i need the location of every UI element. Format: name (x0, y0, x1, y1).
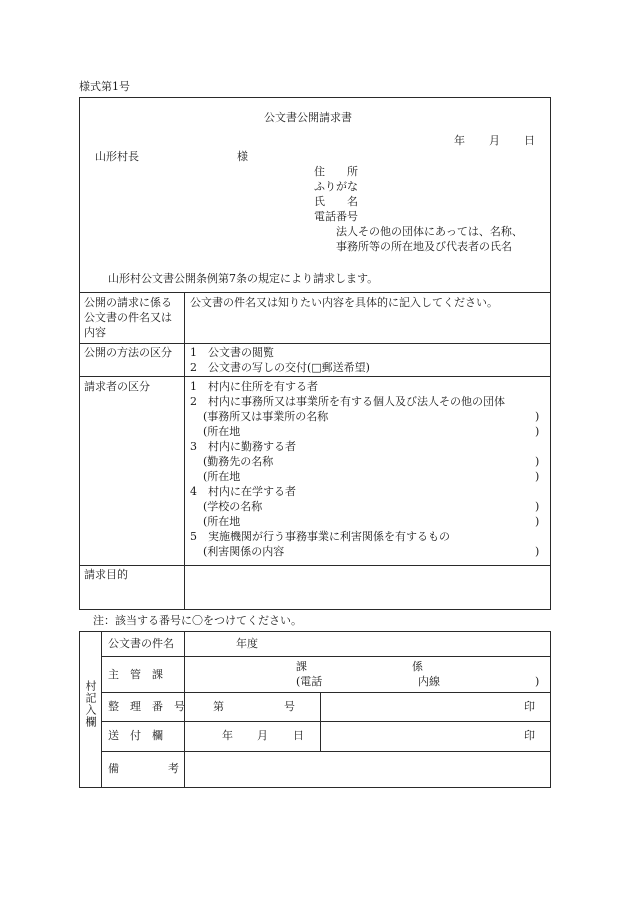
document-label-line-3: 内容 (84, 326, 106, 339)
category-line: (所在地 (203, 425, 241, 438)
office-frame-left (79, 631, 80, 788)
form-title: 公文書公開請求書 (264, 111, 352, 124)
category-line: 4 村内に在学する者 (190, 485, 296, 498)
office-frame-bottom (79, 787, 551, 788)
close-paren: ) (535, 410, 540, 423)
office-row-line (101, 656, 551, 657)
office-remarks-label-2: 考 (168, 762, 179, 775)
office-fiscal-year: 年度 (236, 637, 258, 650)
addressee-name: 山形村長 (95, 150, 139, 163)
method-label: 公開の方法の区分 (84, 346, 172, 359)
row-line (79, 343, 551, 344)
office-dept-ka: 課 (296, 660, 307, 673)
office-row-line (101, 692, 551, 693)
office-send-label: 送 付 欄 (108, 729, 163, 742)
addressee-honorific: 様 (237, 150, 248, 163)
office-phone-open: (電話 (296, 675, 323, 688)
office-remarks-label-1: 備 (108, 762, 119, 775)
close-paren: ) (535, 455, 540, 468)
requester-phone-label: 電話番号 (314, 210, 358, 223)
category-line: (所在地 (203, 470, 241, 483)
form-number: 様式第1号 (79, 80, 130, 93)
requester-address-label: 住 所 (314, 165, 358, 178)
office-frame-top (79, 631, 551, 632)
row-line (79, 292, 551, 293)
category-line: 3 村内に勤務する者 (190, 440, 296, 453)
category-line: 2 村内に事務所又は事業所を有する個人及び法人その他の団体 (190, 395, 505, 408)
purpose-label: 請求目的 (84, 568, 128, 581)
category-line: (学校の名称 (203, 500, 263, 513)
document-label-line-2: 公文書の件名又は (84, 311, 172, 324)
date-year: 年 (454, 134, 465, 147)
close-paren: ) (535, 500, 540, 513)
requester-furigana-label: ふりがな (314, 180, 358, 193)
date-month: 月 (489, 134, 500, 147)
corp-note-line-1: 法人その他の団体にあっては、名称、 (336, 225, 523, 238)
frame-bottom (79, 609, 551, 610)
office-send-year: 年 (222, 729, 233, 742)
document-instruction: 公文書の件名又は知りたい内容を具体的に記入してください。 (190, 296, 498, 309)
office-serial-label: 整 理 番 号 (108, 700, 185, 713)
office-row-line (101, 751, 551, 752)
office-section-label: 村記入欄 (84, 680, 97, 728)
close-paren: ) (535, 470, 540, 483)
seal-mark: 印 (524, 729, 535, 742)
office-row-line (101, 721, 551, 722)
corp-note-line-2: 事務所等の所在地及び代表者の氏名 (336, 240, 512, 253)
office-seal-divider (320, 692, 321, 752)
office-serial-go: 号 (284, 700, 295, 713)
close-paren: ) (535, 515, 540, 528)
office-frame-right (550, 631, 551, 788)
category-line: (勤務先の名称 (203, 455, 274, 468)
close-paren: ) (535, 425, 540, 438)
category-label: 請求者の区分 (84, 380, 150, 393)
office-column-divider (101, 631, 102, 788)
method-option-1: 1 公文書の閲覧 (190, 346, 274, 359)
category-line: (事務所又は事業所の名称 (203, 410, 329, 423)
frame-right (550, 97, 551, 610)
note: 注：該当する番号に〇をつけてください。 (93, 614, 302, 627)
category-line: 1 村内に住所を有する者 (190, 380, 318, 393)
request-statement: 山形村公文書公開条例第7条の規定により請求します。 (108, 272, 379, 285)
office-send-month: 月 (257, 729, 268, 742)
frame-top (79, 97, 551, 98)
category-line: (利害関係の内容 (203, 545, 285, 558)
office-send-day: 日 (293, 729, 304, 742)
document-label-line-1: 公開の請求に係る (84, 296, 172, 309)
category-line: (所在地 (203, 515, 241, 528)
requester-name-label: 氏 名 (314, 195, 358, 208)
office-serial-dai: 第 (213, 700, 224, 713)
row-line (79, 376, 551, 377)
row-line (79, 565, 551, 566)
date-day: 日 (524, 134, 535, 147)
office-dept-label: 主 管 課 (108, 668, 163, 681)
category-line: 5 実施機関が行う事務事業に利害関係を有するもの (190, 530, 450, 543)
office-extension: 内線 (418, 675, 440, 688)
column-divider (184, 292, 185, 610)
office-phone-close: ) (535, 675, 540, 688)
frame-left (79, 97, 80, 610)
method-option-2: 2 公文書の写しの交付(□郵送希望) (190, 361, 370, 374)
seal-mark: 印 (524, 700, 535, 713)
office-dept-kakari: 係 (412, 660, 423, 673)
office-doc-name-label: 公文書の件名 (108, 637, 174, 650)
close-paren: ) (535, 545, 540, 558)
